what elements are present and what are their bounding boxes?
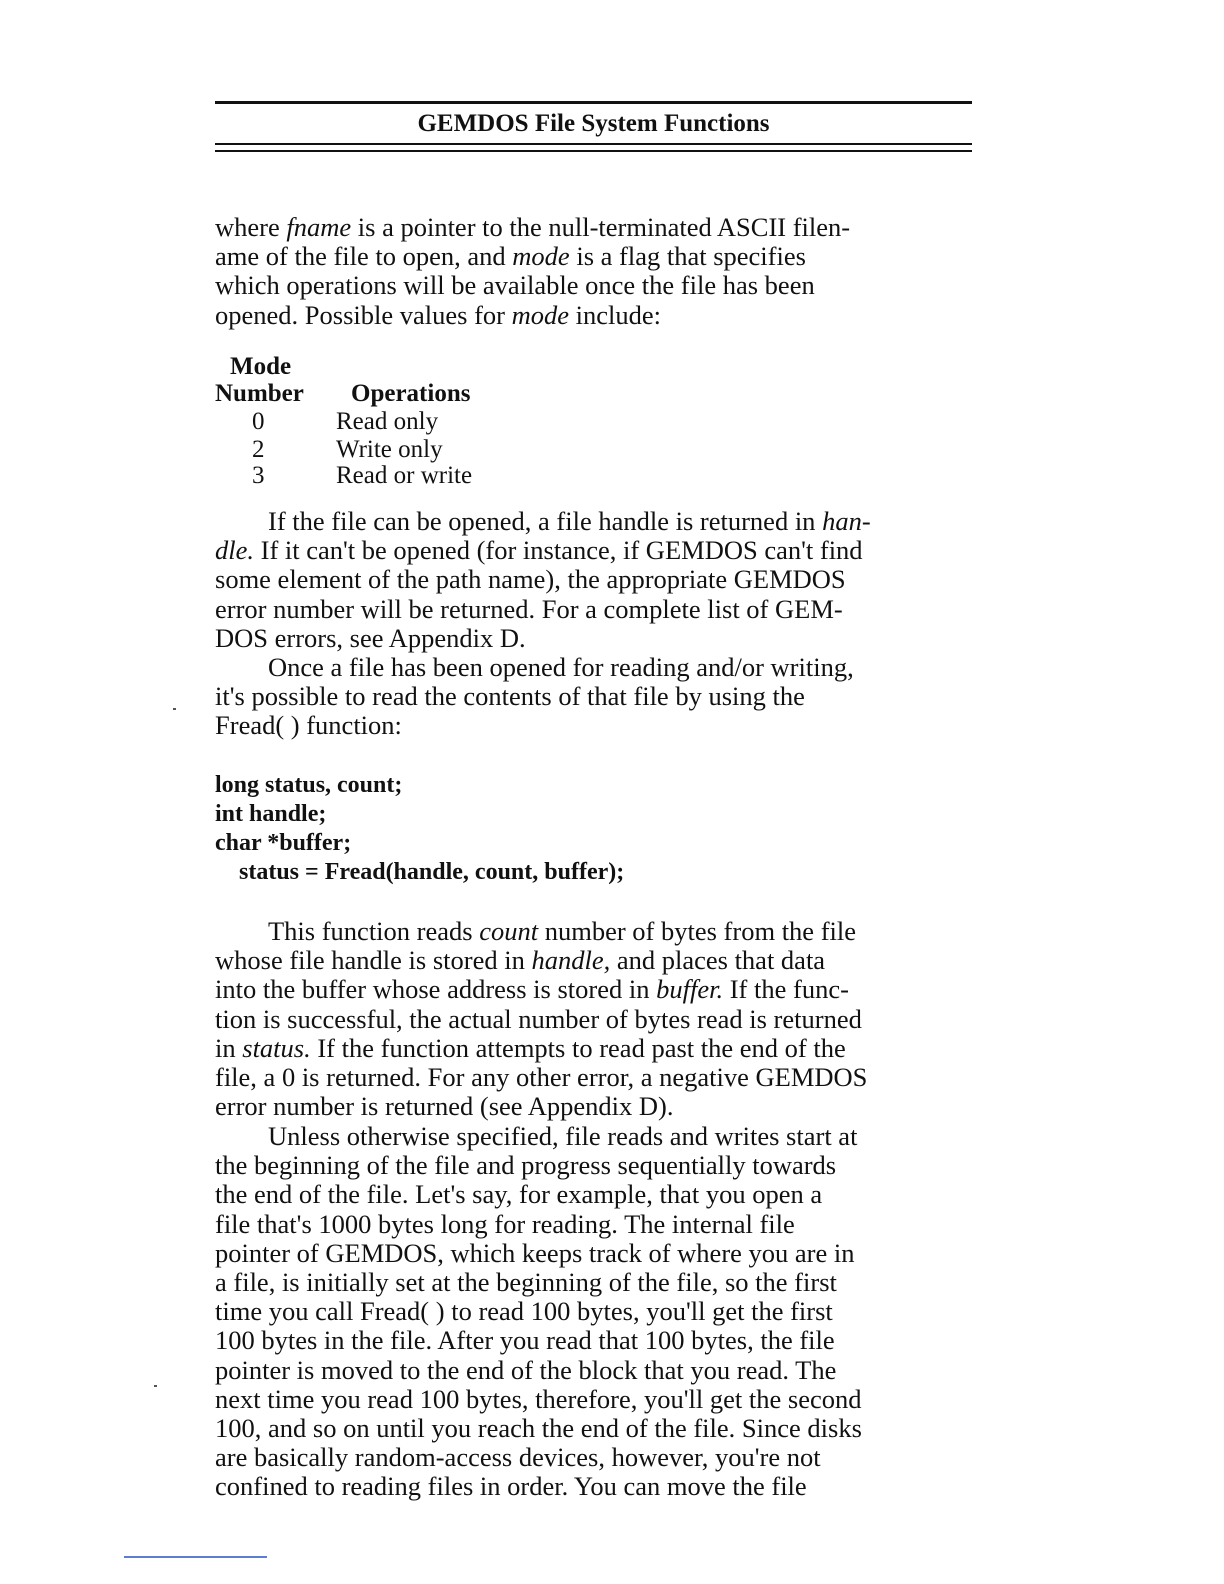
header-bottom-rule-secondary (215, 150, 972, 152)
table-header-mode: Mode (230, 353, 292, 380)
table-header-number: Number (215, 380, 304, 407)
fread-intro-paragraph: Once a file has been opened for reading and/or writing, it's possible to read the contents of that file by using the Fread( ) function: (215, 652, 854, 741)
fread-description-paragraph: This function reads count number of bytes from the file whose file handle is stored in handle, and places that data into the buffer whose address is stored in buffer. If the func- tion is successful, the actual number of bytes read is returned in status. If the function attempts to read past the end of the file, a 0 is returned. For any other error, a negative GEMDOS error number is returned (see Appendix D). (215, 916, 868, 1122)
table-row-number: 2 (252, 436, 265, 463)
code-line: status = Fread(handle, count, buffer); (239, 859, 625, 885)
table-row-number: 0 (252, 408, 265, 435)
scan-speck (173, 708, 176, 710)
intro-paragraph: where fname is a pointer to the null-terminated ASCII filen- ame of the file to open, and mode is a flag that specifies which operations will be available once the file has been opened. Possible values for mode include: (215, 212, 851, 330)
header-bottom-rule (215, 143, 972, 145)
code-line: long status, count; (215, 772, 403, 798)
table-row-operation: Read only (336, 408, 439, 435)
code-line: char *buffer; (215, 830, 352, 856)
open-result-paragraph: If the file can be opened, a file handle is returned in han- dle. If it can't be opened (for instance, if GEMDOS can't find some element of the path name), the appropriate GEMDOS error number will be returned. For a complete list of GEM- DOS errors, see Appendix D. (215, 506, 871, 653)
scan-speck (154, 1385, 157, 1387)
table-row-operation: Write only (336, 436, 443, 463)
footer-edge-line (124, 1556, 267, 1558)
header-top-rule (215, 101, 972, 104)
table-header-operations: Operations (351, 380, 471, 407)
table-row-number: 3 (252, 462, 265, 489)
code-line: int handle; (215, 801, 327, 827)
running-header-title: GEMDOS File System Functions (417, 110, 770, 137)
table-row-operation: Read or write (336, 462, 473, 489)
sequential-read-paragraph: Unless otherwise specified, file reads and writes start at the beginning of the file and progress sequentially towards the end of the file. Let's say, for example, that you open a file that's 1000 bytes long for reading. The internal file pointer of GEMDOS, which keeps track of where you are in a file, is initially set at the beginning of the file, so the first time you call Fread( ) to read 100 bytes, you'll get the first 100 bytes in the file. After you read that 100 bytes, the file pointer is moved to the end of the block that you read. The next time you read 100 bytes, therefore, you'll get the second 100, and so on until you reach the end of the file. Since disks are basically random-access devices, however, you're not confined to reading files in order. You can move the file (215, 1121, 862, 1502)
